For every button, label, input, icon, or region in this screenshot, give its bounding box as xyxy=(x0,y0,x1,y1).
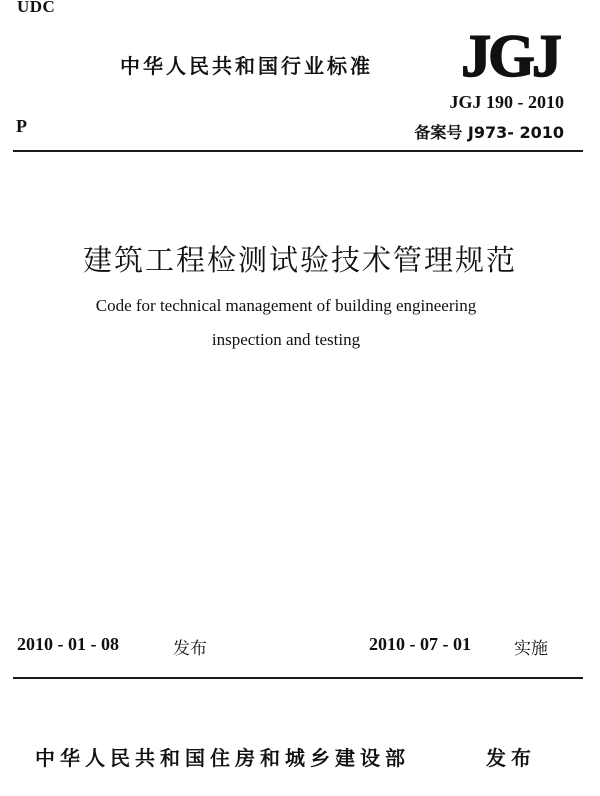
classification-letter: P xyxy=(16,116,27,136)
issuing-authority: 中华人民共和国住房和城乡建设部 xyxy=(35,746,410,770)
document-title-chinese: 建筑工程检测试验技术管理规范 xyxy=(82,243,517,277)
udc-label: UDC xyxy=(17,0,56,16)
jgj-logo xyxy=(452,26,568,84)
top-divider xyxy=(13,150,583,152)
standard-category: 中华人民共和国行业标准 xyxy=(120,54,373,78)
issuer-label: 发布 xyxy=(486,746,536,770)
effective-label: 实施 xyxy=(514,639,548,659)
record-number: 备案号 J973- 2010 xyxy=(414,123,564,142)
issue-date: 2010 - 01 - 08 xyxy=(17,634,119,654)
document-title-english-line1: Code for technical management of building engineering xyxy=(95,296,477,315)
effective-date: 2010 - 07 - 01 xyxy=(369,634,471,654)
standard-code: JGJ 190 - 2010 xyxy=(449,92,564,112)
document-title-english-line2: inspection and testing xyxy=(211,330,361,349)
bottom-divider xyxy=(13,677,583,679)
logo-lettering: JGJ xyxy=(461,26,559,84)
issue-label: 发布 xyxy=(173,639,207,659)
